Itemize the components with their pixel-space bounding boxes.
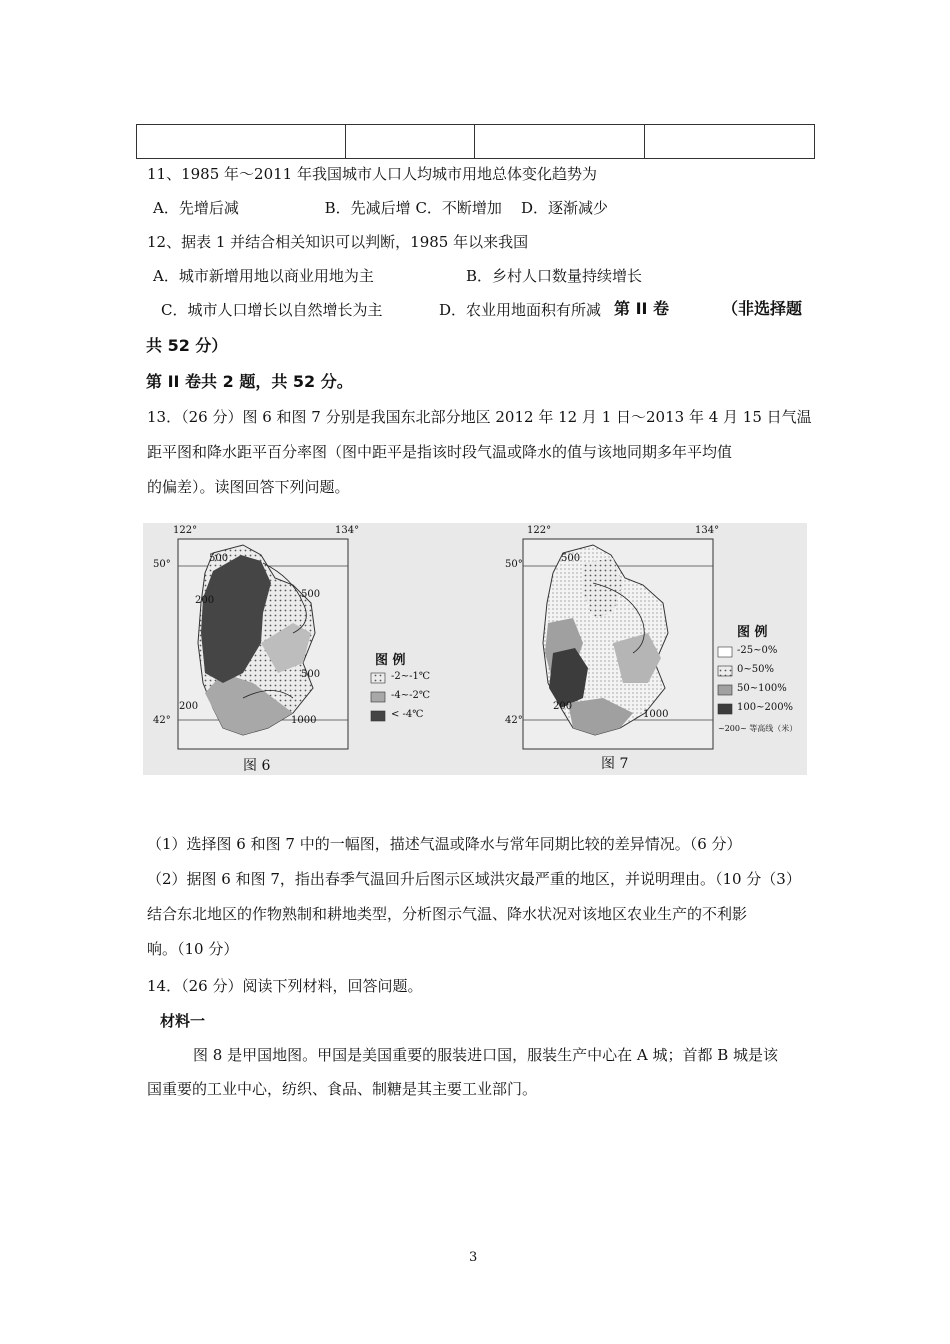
fig6-legend bbox=[371, 673, 385, 721]
fig7-legend-swatch bbox=[718, 704, 732, 714]
q13-sub1: （1）选择图 6 和图 7 中的一幅图，描述气温或降水与常年同期比较的差异情况。（6 分） bbox=[147, 835, 742, 853]
page-number: 3 bbox=[469, 1250, 478, 1265]
fig7-caption: 图 7 bbox=[601, 756, 629, 772]
q12-stem: 12、据表 1 并结合相关知识可以判断，1985 年以来我国 bbox=[147, 233, 529, 251]
fig6-legend-swatch bbox=[371, 711, 385, 721]
fig6-contour-label: 500 bbox=[209, 553, 229, 564]
q13-sub3a: 结合东北地区的作物熟制和耕地类型，分析图示气温、降水状况对该地区农业生产的不利影 bbox=[147, 905, 748, 923]
table-cell bbox=[645, 125, 815, 159]
fig6-legend-label: -2~-1℃ bbox=[391, 671, 431, 682]
part2-note: 第 II 卷共 2 题，共 52 分。 bbox=[146, 372, 353, 391]
fig7-legend-title: 图 例 bbox=[737, 625, 768, 640]
fig7-lon-right: 134° bbox=[695, 525, 720, 536]
fig7-contour-label: 1000 bbox=[643, 709, 669, 720]
figure-maps bbox=[143, 523, 807, 775]
table-cell bbox=[137, 125, 346, 159]
fig6-map bbox=[178, 539, 348, 749]
q13-line3: 的偏差）。读图回答下列问题。 bbox=[147, 478, 350, 496]
q13-sub3b: 响。（10 分） bbox=[147, 940, 239, 958]
fig7-legend-swatch bbox=[718, 647, 732, 657]
q13-line2: 距平图和降水距平百分率图（图中距平是指该时段气温或降水的值与该地同期多年平均值 bbox=[147, 443, 733, 461]
fig7-legend-label: 100~200% bbox=[737, 702, 794, 713]
q14-material-title: 材料一 bbox=[160, 1012, 206, 1030]
q12-option-d: D．农业用地面积有所减 bbox=[439, 301, 602, 319]
q13-sub2: （2）据图 6 和图 7，指出春季气温回升后图示区域洪灾最严重的地区，并说明理由。（10 分（3） bbox=[147, 870, 801, 888]
q14-material-line1: 图 8 是甲国地图。甲国是美国重要的服装进口国，服装生产中心在 A 城；首都 B 城是该 bbox=[193, 1046, 779, 1064]
fig7-legend-label: -25~0% bbox=[737, 645, 778, 656]
part2-heading-paren: （非选择题 bbox=[722, 299, 803, 318]
fig6-contour-label: 500 bbox=[301, 589, 321, 600]
q12-option-c: C．城市人口增长以自然增长为主 bbox=[161, 301, 383, 319]
fig6-lat-bottom: 42° bbox=[153, 715, 171, 726]
q13-line1: 13．（26 分）图 6 和图 7 分别是我国东北部分地区 2012 年 12 月 1 日～2013 年 4 月 15 日气温 bbox=[147, 408, 812, 426]
fig6-lat-top: 50° bbox=[153, 559, 171, 570]
fig6-legend-label: < -4℃ bbox=[391, 709, 424, 720]
fig7-map bbox=[523, 539, 713, 749]
fig6-legend-swatch bbox=[371, 692, 385, 702]
q12-option-a: A．城市新增用地以商业用地为主 bbox=[153, 267, 374, 285]
fig7-lat-bottom: 42° bbox=[505, 715, 523, 726]
q14-material-line2: 国重要的工业中心，纺织、食品、制糖是其主要工业部门。 bbox=[147, 1080, 538, 1098]
fig6-contour-label: 1000 bbox=[291, 715, 317, 726]
fig7-lon-left: 122° bbox=[527, 525, 552, 536]
q12-option-b: B．乡村人口数量持续增长 bbox=[466, 267, 643, 285]
fig6-contour-label: 500 bbox=[301, 669, 321, 680]
fig7-contour-key: ~200~ 等高线（米） bbox=[718, 724, 798, 733]
fig6-lon-left: 122° bbox=[173, 525, 198, 536]
fig6-legend-label: -4~-2℃ bbox=[391, 690, 431, 701]
fig7-legend-label: 0~50% bbox=[737, 664, 774, 675]
q11-stem: 11、1985 年～2011 年我国城市人口人均城市用地总体变化趋势为 bbox=[147, 165, 597, 183]
table-cell bbox=[346, 125, 475, 159]
fig6-caption: 图 6 bbox=[243, 758, 271, 774]
fig7-contour-label: 500 bbox=[561, 553, 581, 564]
fig6-lon-right: 134° bbox=[335, 525, 360, 536]
fig7-contour-label: 200 bbox=[553, 701, 573, 712]
fig6-legend-swatch bbox=[371, 673, 385, 683]
fig6-legend-title: 图 例 bbox=[375, 653, 406, 668]
fig7-legend-swatch bbox=[718, 666, 732, 676]
fig6-contour-label: 200 bbox=[179, 701, 199, 712]
fig7-legend-swatch bbox=[718, 685, 732, 695]
fig7-legend-label: 50~100% bbox=[737, 683, 787, 694]
q11-options: A．先增后减 B．先减后增 C．不断增加 D．逐渐减少 bbox=[153, 199, 609, 217]
part2-heading: 第 II 卷 bbox=[614, 299, 670, 318]
part2-heading-score: 共 52 分） bbox=[146, 336, 228, 355]
fig7-lat-top: 50° bbox=[505, 559, 523, 570]
q14-stem: 14．（26 分）阅读下列材料，回答问题。 bbox=[147, 977, 423, 995]
answer-table bbox=[136, 124, 815, 159]
maps-svg bbox=[143, 523, 807, 775]
table-cell bbox=[475, 125, 645, 159]
fig6-contour-label: 200 bbox=[195, 595, 215, 606]
fig7-legend bbox=[718, 647, 732, 714]
